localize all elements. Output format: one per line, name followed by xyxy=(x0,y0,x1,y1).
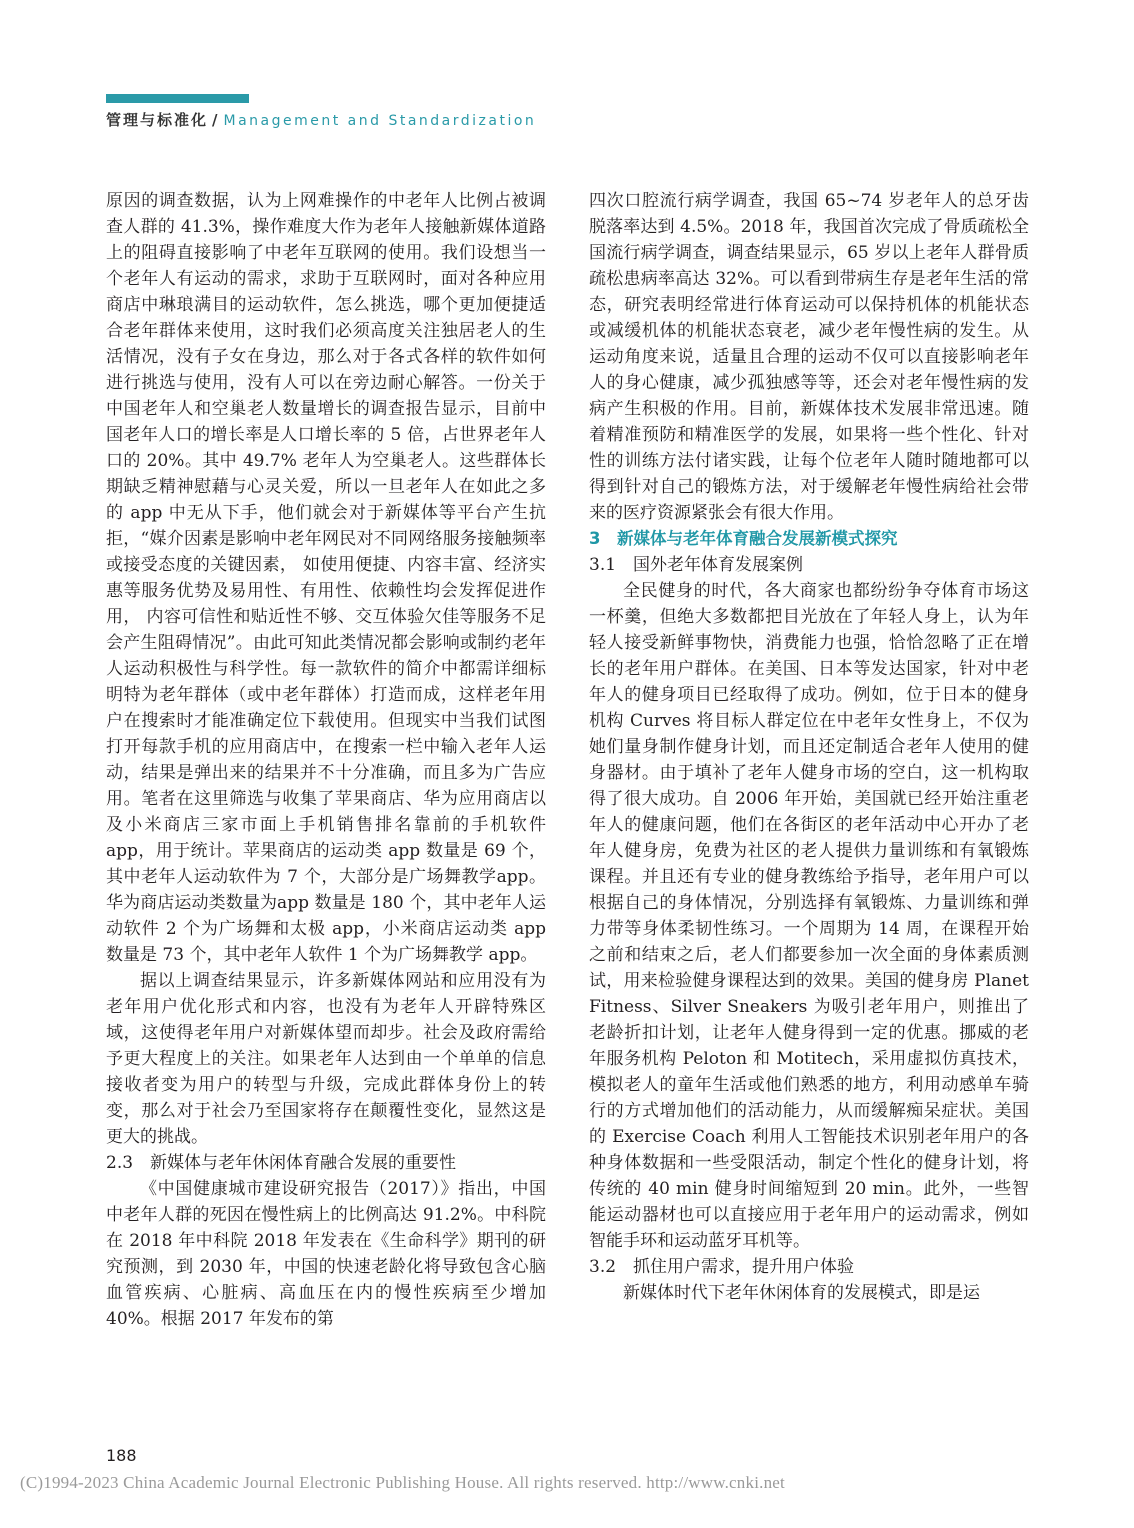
paragraph: 全民健身的时代，各大商家也都纷纷争夺体育市场这一杯羹，但绝大多数都把目光放在了年轻人身上，认为年轻人接受新鲜事物快，消费能力也强，恰恰忽略了正在增长的老年用户群体。在美国、日本等发达国家，针对中老年人的健身项目已经取得了成功。例如，位于日本的健身机构 Curves 将目标人群定位在中老年女性身上，不仅为她们量身制作健身计划，而且还定制适合老年人使用的健身器材。由于填补了老年人健身市场的空白，这一机构取得了很大成功。自 2006 年开始，美国就已经开始注重老年人的健康问题，他们在各街区的老年活动中心开办了老年人健身房，免费为社区的老人提供力量训练和有氧锻炼课程。并且还有专业的健身教练给予指导，老年用户可以根据自己的身体情况，分别选择有氧锻炼、力量训练和弹力带等身体柔韧性练习。一个周期为 14 周，在课程开始之前和结束之后，老人们都要参加一次全面的身体素质测试，用来检验健身课程达到的效果。美国的健身房 Planet Fitness、Silver Sneakers 为吸引老年用户，则推出了老龄折扣计划，让老年人健身得到一定的优惠。挪威的老年服务机构 Peloton 和 Motitech，采用虚拟仿真技术，模拟老人的童年生活或他们熟悉的地方，利用动感单车骑行的方式增加他们的活动能力，从而缓解痴呆症状。美国的 Exercise Coach 利用人工智能技术识别老年用户的各种身体数据和一些受限活动，制定个性化的健身计划，将传统的 40 min 健身时间缩短到 20 min。此外，一些智能运动器材也可以直接应用于老年用户的运动需求，例如智能手环和运动蓝牙耳机等。 xyxy=(589,581,1029,1251)
paragraph: 四次口腔流行病学调查，我国 65~74 岁老年人的总牙齿脱落率达到 4.5%。2018 年，我国首次完成了骨质疏松全国流行病学调查，调查结果显示，65 岁以上老年人群骨质疏松患病率高达 32%。可以看到带病生存是老年生活的常态，研究表明经常进行体育运动可以保持机体的机能状态或减缓机体的机能状态衰老，减少老年慢性病的发生。从运动角度来说，适量且合理的运动不仅可以直接影响老年人的身心健康，减少孤独感等等，还会对老年慢性病的发病产生积极的作用。目前，新媒体技术发展非常迅速。随着精准预防和精准医学的发展，如果将一些个性化、针对性的训练方法付诸实践，让每个位老年人随时随地都可以得到针对自己的锻炼方法，对于缓解老年慢性病给社会带来的医疗资源紧张会有很大作用。 xyxy=(589,191,1029,523)
section-heading-3-1: 3.1 国外老年体育发展案例 xyxy=(589,555,804,575)
section-heading-3: 3 新媒体与老年体育融合发展新模式探究 xyxy=(589,529,898,548)
paragraph: 《中国健康城市建设研究报告（2017）》指出，中国中老年人群的死因在慢性病上的比例高达 91.2%。中科院在 2018 年中科院 2018 年发表在《生命科学》期刊的研究预测，到 2030 年，中国的快速老龄化将导致包含心脑血管疾病、心脏病、高血压在内的慢性疾病至少增加 40%。根据 2017 年发布的第 xyxy=(106,1179,546,1329)
page-number: 188 xyxy=(106,1446,137,1465)
section-heading-2-3: 2.3 新媒体与老年休闲体育融合发展的重要性 xyxy=(106,1153,457,1173)
header-title-en: Management and Standardization xyxy=(223,113,537,129)
section-heading-3-2: 3.2 抓住用户需求，提升用户体验 xyxy=(589,1257,855,1277)
paragraph: 原因的调查数据，认为上网难操作的中老年人比例占被调查人群的 41.3%，操作难度大作为老年人接触新媒体道路上的阻碍直接影响了中老年互联网的使用。我们设想当一个老年人有运动的需求，求助于互联网时，面对各种应用商店中琳琅满目的运动软件，怎么挑选，哪个更加便捷适合老年群体来使用，这时我们必须高度关注独居老人的生活情况，没有子女在身边，那么对于各式各样的软件如何进行挑选与使用，没有人可以在旁边耐心解答。一份关于中国老年人和空巢老人数量增长的调查报告显示，目前中国老年人口的增长率是人口增长率的 5 倍，占世界老年人口的 20%。其中 49.7% 老年人为空巢老人。这些群体长期缺乏精神慰藉与心灵关爱，所以一旦老年人在如此之多的 app 中无从下手，他们就会对于新媒体等平台产生抗拒，“媒介因素是影响中老年网民对不同网络服务接触频率或接受态度的关键因素， 如使用便捷、内容丰富、经济实惠等服务优势及易用性、有用性、依赖性均会发挥促进作用， 内容可信性和贴近性不够、交互体验欠佳等服务不足会产生阻碍情况”。由此可知此类情况都会影响或制约老年人运动积极性与科学性。每一款软件的简介中都需详细标明特为老年群体（或中老年群体）打造而成，这样老年用户在搜索时才能准确定位下载使用。但现实中当我们试图打开每款手机的应用商店中，在搜索一栏中输入老年人运动，结果是弹出来的结果并不十分准确，而且多为广告应用。笔者在这里筛选与收集了苹果商店、华为应用商店以及小米商店三家市面上手机销售排名靠前的手机软件 app，用于统计。苹果商店的运动类 app 数量是 69 个，其中老年人运动软件为 7 个，大部分是广场舞教学app。华为商店运动类数量为app 数量是 180 个，其中老年人运动软件 2 个为广场舞和太极 app，小米商店运动类 app 数量是 73 个，其中老年人软件 1 个为广场舞教学 app。 xyxy=(106,191,546,965)
right-column xyxy=(589,188,1029,1306)
copyright-footer: (C)1994-2023 China Academic Journal Electronic Publishing House. All rights reserved. http://www.cnki.net xyxy=(20,1473,785,1492)
header-accent-bar xyxy=(106,94,249,103)
running-header xyxy=(106,109,536,130)
paragraph: 新媒体时代下老年休闲体育的发展模式，即是运 xyxy=(623,1283,980,1303)
left-column xyxy=(106,188,546,1332)
header-separator: / xyxy=(212,111,218,129)
paragraph: 据以上调查结果显示，许多新媒体网站和应用没有为老年用户优化形式和内容，也没有为老年人开辟特殊区域，这使得老年用户对新媒体望而却步。社会及政府需给予更大程度上的关注。如果老年人达到由一个单单的信息接收者变为用户的转型与升级，完成此群体身份上的转变，那么对于社会乃至国家将存在颠覆性变化，显然这是更大的挑战。 xyxy=(106,971,546,1147)
header-title-zh: 管理与标准化 xyxy=(106,111,209,129)
